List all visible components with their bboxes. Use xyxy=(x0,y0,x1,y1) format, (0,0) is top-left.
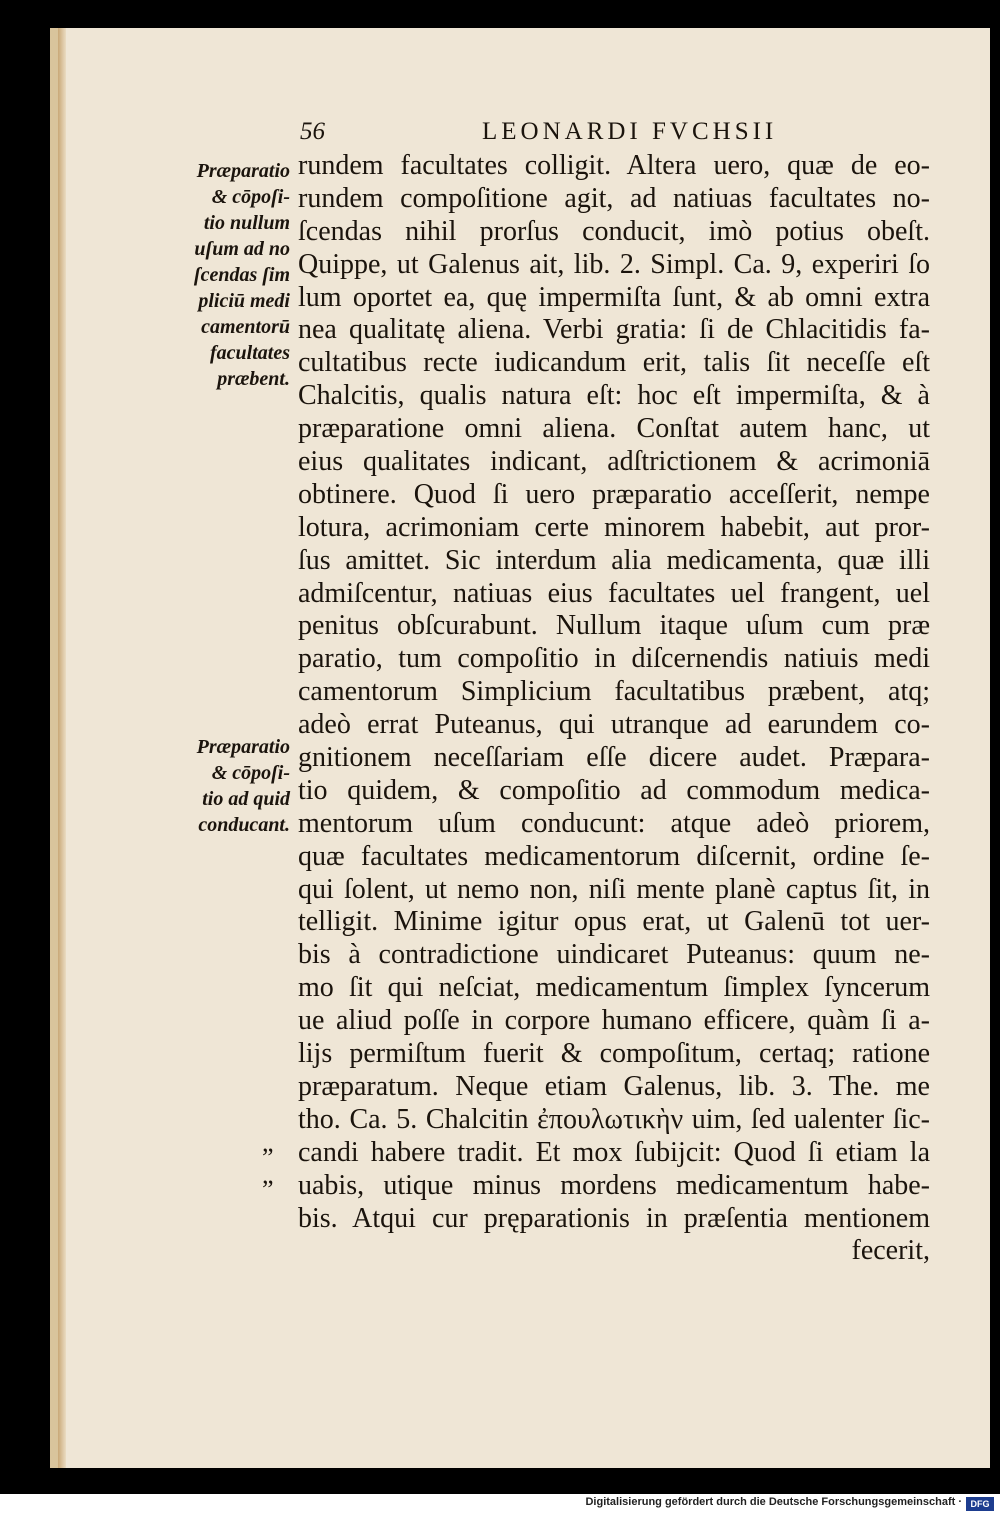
text-line: lotura, acrimoniam certe minorem habebit, aut pror- xyxy=(298,511,930,543)
text-line: mo ſit qui neſciat, medicamentum ſimplex ſyncerum xyxy=(298,972,930,1004)
text-line: ſcendas nihil prorſus conducit, imò potius obeſt. xyxy=(298,215,930,247)
text-line: bis à contradictione uindicaret Puteanus: quum ne- xyxy=(298,939,930,971)
page-gutter-edge xyxy=(58,28,66,1468)
text-line: admiſcentur, natiuas eius facultates uel frangent, uel xyxy=(298,577,930,609)
catchword: fecerit, xyxy=(851,1235,930,1267)
margin-note-line: & cōpoſi- xyxy=(211,186,290,208)
text-line: præparatione omni aliena. Conſtat autem hanc, ut xyxy=(298,413,930,445)
text-line: quæ facultates medicamentorum diſcernit, ordine ſe- xyxy=(298,840,930,872)
text-line: rundem facultates colligit. Altera uero, quæ de eo- xyxy=(298,150,930,181)
text-line: tio quidem, & compoſitio ad commodum medica- xyxy=(298,774,930,806)
text-line: adeò errat Puteanus, qui utranque ad earundem co- xyxy=(298,709,930,741)
margin-note-line: præbent. xyxy=(217,368,290,390)
text-line: Chalcitis, qualis natura eſt: hoc eſt impermiſta, & à xyxy=(298,380,930,412)
margin-note-preparatio-nullum-usum xyxy=(182,158,290,392)
margin-note-line: ſcendas ſim xyxy=(193,264,290,286)
text-line: lum oportet ea, quę impermiſta ſunt, & ab omni extra xyxy=(298,281,930,313)
text-line: telligit. Minime igitur opus erat, ut Galenū tot uer- xyxy=(298,906,930,938)
text-line: Quippe, ut Galenus ait, lib. 2. Simpl. Ca. 9, experiri ſo xyxy=(298,248,930,280)
margin-note-line: Præparatio xyxy=(196,736,290,758)
text-line: camentorum Simplicium facultatibus præbent, atq; xyxy=(298,676,930,708)
text-line: obtinere. Quod ſi uero præparatio acceſſerit, nempe xyxy=(298,478,930,510)
margin-note-line: tio ad quid xyxy=(202,788,290,810)
margin-note-line: tio nullum xyxy=(203,212,290,234)
text-line: eius qualitates indicant, adſtrictionem & acrimoniā xyxy=(298,446,930,478)
text-line: præparatum. Neque etiam Galenus, lib. 3. The. me xyxy=(298,1070,930,1102)
text-line: paratio, tum compoſitio in diſcernendis natiuis medi xyxy=(298,643,930,675)
footer-bar xyxy=(0,1494,1000,1515)
margin-note-line: uſum ad no xyxy=(194,238,290,260)
body-text xyxy=(298,150,930,1268)
text-line: cultatibus recte iudicandum erit, talis ſit neceſſe eſt xyxy=(298,347,930,379)
text-line: candi habere tradit. Et mox ſubijcit: Quod ſi etiam la xyxy=(298,1136,930,1168)
text-line: mentorum uſum conducunt: atque adeò priorem, xyxy=(298,807,930,839)
page-number: 56 xyxy=(300,118,325,145)
margin-note-line: Præparatio xyxy=(196,160,290,182)
text-line: uabis, utique minus mordens medicamentum habe- xyxy=(298,1169,930,1201)
margin-note-line: facultates xyxy=(210,342,290,364)
text-line: nea qualitatę aliena. Verbi gratia: ſi de Chlacitidis fa- xyxy=(298,314,930,346)
running-title: LEONARDI FVCHSII xyxy=(482,118,778,145)
funding-credit: Digitalisierung gefördert durch die Deutsche Forschungsgemeinschaft · xyxy=(585,1496,962,1508)
text-line: qui ſolent, ut nemo non, niſi mente planè captus ſit, in xyxy=(298,873,930,905)
dfg-logo-icon: DFG xyxy=(966,1497,994,1511)
quotation-mark: ” xyxy=(262,1143,274,1172)
margin-note-line: camentorū xyxy=(201,316,290,338)
text-line: lijs permiſtum fuerit & compoſitum, certaq; ratione xyxy=(298,1038,930,1070)
quotation-mark: ” xyxy=(262,1175,274,1204)
margin-note-line: conducant. xyxy=(198,814,290,836)
margin-note-line: pliciū medi xyxy=(198,290,290,312)
margin-note-preparatio-ad-quid xyxy=(182,734,290,838)
text-line: tho. Ca. 5. Chalcitin ἐπουλωτικὴν uim, ſed ualenter ſic- xyxy=(298,1103,930,1135)
text-line: penitus obſcurabunt. Nullum itaque uſum cum præ xyxy=(298,610,930,642)
margin-note-line: & cōpoſi- xyxy=(211,762,290,784)
text-line: ue aliud poſſe in corpore humano efficere, quàm ſi a- xyxy=(298,1005,930,1037)
text-line: bis. Atqui cur pręparationis in præſentia mentionem xyxy=(298,1202,930,1234)
text-line: ſus amittet. Sic interdum alia medicamenta, quæ illi xyxy=(298,544,930,576)
text-line: gnitionem neceſſariam eſſe dicere audet. Præpara- xyxy=(298,742,930,774)
text-line: rundem compoſitione agit, ad natiuas facultates no- xyxy=(298,182,930,214)
